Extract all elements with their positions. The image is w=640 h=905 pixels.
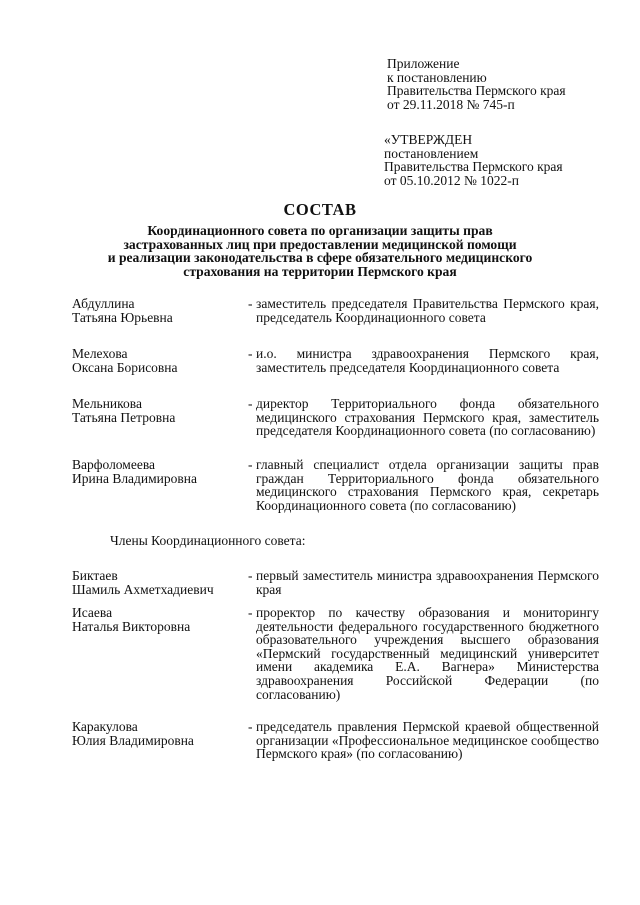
subtitle-line: страхования на территории Пермского края [183, 263, 457, 279]
member-dash: - [248, 719, 253, 734]
member-surname: Исаева [72, 605, 113, 620]
approval-line: Правительства Пермского края [384, 159, 563, 174]
member-given-name: Шамиль Ахметхадиевич [72, 581, 214, 597]
member-surname: Мелехова [72, 346, 128, 361]
approval-line: «УТВЕРЖДЕН [384, 132, 473, 147]
member-position: главный специалист отдела организации защиты прав граждан Территориального фонда обязательного медицинского страхования Пермского края, секретарь Координационного совета (по согласованию) [256, 457, 599, 513]
member-position: директор Территориального фонда обязательного медицинского страхования Пермского края, заместитель председателя Координационного совета (по согласованию) [256, 396, 599, 439]
member-dash: - [248, 457, 253, 472]
member-position: заместитель председателя Правительства Пермского края, председатель Координационного совета [256, 296, 599, 325]
member-position: председатель правления Пермской краевой общественной организации «Профессиональное медицинское сообщество Пермского края» (по согласованию) [256, 719, 599, 762]
members-heading: Члены Координационного совета: [110, 533, 306, 548]
member-given-name: Наталья Викторовна [72, 618, 191, 634]
subtitle-line: застрахованных лиц при предоставлении медицинской помощи [123, 236, 517, 252]
member-given-name: Юлия Владимировна [72, 732, 194, 748]
member-name [72, 720, 242, 747]
member-dash: - [248, 396, 253, 411]
subtitle-line: и реализации законодательства в сфере обязательного медицинского [107, 250, 533, 266]
appendix-block [387, 57, 566, 111]
member-name [72, 458, 242, 485]
appendix-line: Правительства Пермского края [387, 83, 566, 98]
member-given-name: Татьяна Петровна [72, 409, 176, 425]
member-surname: Каракулова [72, 719, 138, 734]
member-name [72, 569, 242, 596]
appendix-line: Приложение [387, 56, 460, 71]
member-name [72, 347, 242, 374]
member-surname: Абдуллина [72, 296, 135, 311]
member-dash: - [248, 568, 253, 583]
member-given-name: Ирина Владимировна [72, 470, 198, 486]
appendix-line: от 29.11.2018 № 745-п [387, 96, 515, 112]
member-position: первый заместитель министра здравоохранения Пермского края [256, 568, 599, 597]
member-given-name: Оксана Борисовна [72, 359, 178, 375]
member-name [72, 397, 242, 424]
approval-line: от 05.10.2012 № 1022-п [384, 172, 519, 188]
member-surname: Биктаев [72, 568, 118, 583]
member-dash: - [248, 346, 253, 361]
member-position: проректор по качеству образования и мониторингу деятельности федерального государственного бюджетного образовательного учреждения высшего образования «Пермский государственный медицинский университет имени академика Е.А. Вагнера» Министерства здравоохранения Российской Федерации (по согласованию) [256, 605, 599, 702]
member-name [72, 297, 242, 324]
member-position: и.о. министра здравоохранения Пермского края, заместитель председателя Координационного совета [256, 346, 599, 375]
member-dash: - [248, 296, 253, 311]
member-given-name: Татьяна Юрьевна [72, 309, 173, 325]
approval-stamp-block [384, 133, 563, 187]
document-subtitle [60, 224, 580, 278]
document-title: СОСТАВ [283, 200, 357, 219]
approval-line: постановлением [384, 145, 479, 161]
member-surname: Варфоломеева [72, 457, 156, 472]
subtitle-line: Координационного совета по организации защиты прав [147, 223, 493, 238]
appendix-line: к постановлению [387, 69, 487, 85]
member-name [72, 606, 242, 633]
member-surname: Мельникова [72, 396, 142, 411]
member-dash: - [248, 605, 253, 620]
